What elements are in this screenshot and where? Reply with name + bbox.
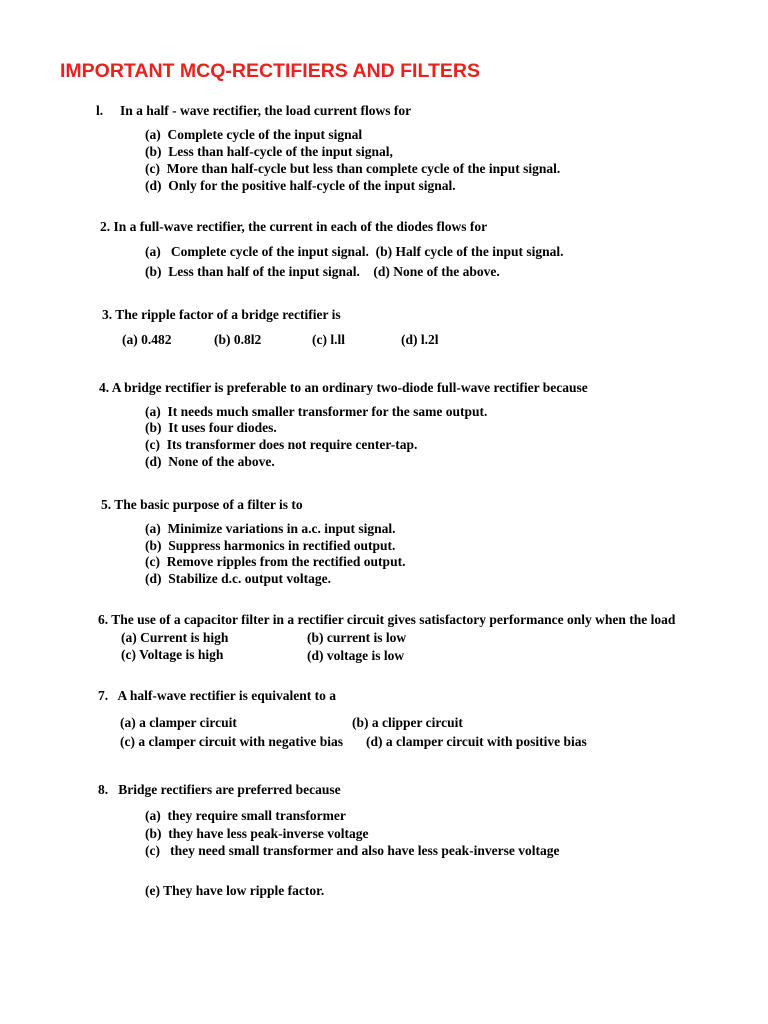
question-8: 8. Bridge rectifiers are preferred because xyxy=(98,782,341,797)
q1-option-a: (a) Complete cycle of the input signal xyxy=(145,127,363,142)
q5-option-d: (d) Stabilize d.c. output voltage. xyxy=(145,571,332,586)
q6-option-d: (d) voltage is low xyxy=(307,648,405,663)
q7-option-b: (b) a clipper circuit xyxy=(352,715,463,730)
q1-option-c: (c) More than half-cycle but less than complete cycle of the input signal. xyxy=(145,161,561,176)
q3-option-b: (b) 0.8l2 xyxy=(214,332,262,347)
q1-option-d: (d) Only for the positive half-cycle of the input signal. xyxy=(145,178,456,193)
q7-option-a: (a) a clamper circuit xyxy=(120,715,237,730)
q4-option-c: (c) Its transformer does not require center-tap. xyxy=(145,437,418,452)
q5-option-c: (c) Remove ripples from the rectified output. xyxy=(145,554,406,569)
q4-option-b: (b) It uses four diodes. xyxy=(145,420,277,435)
q1-option-b: (b) Less than half-cycle of the input signal, xyxy=(145,144,393,159)
q4-option-d: (d) None of the above. xyxy=(145,454,275,469)
q5-option-a: (a) Minimize variations in a.c. input signal. xyxy=(145,521,396,536)
q3-option-a: (a) 0.482 xyxy=(122,332,172,347)
q8-option-a: (a) they require small transformer xyxy=(145,808,346,823)
q2-options-row-1: (a) Complete cycle of the input signal. (b) Half cycle of the input signal. xyxy=(145,244,564,259)
q6-option-c: (c) Voltage is high xyxy=(121,647,224,662)
q6-option-a: (a) Current is high xyxy=(121,630,229,645)
document-title: IMPORTANT MCQ-RECTIFIERS AND FILTERS xyxy=(60,60,480,82)
question-1: l. In a half - wave rectifier, the load current flows for xyxy=(96,103,412,118)
question-5: 5. The basic purpose of a filter is to xyxy=(101,497,303,512)
q8-option-c: (c) they need small transformer and also have less peak-inverse voltage xyxy=(145,843,560,858)
q6-option-b: (b) current is low xyxy=(307,630,407,645)
q3-option-d: (d) l.2l xyxy=(401,332,439,347)
question-4: 4. A bridge rectifier is preferable to an ordinary two-diode full-wave rectifier because xyxy=(99,380,588,395)
question-6: 6. The use of a capacitor filter in a rectifier circuit gives satisfactory performance only when the load xyxy=(98,612,676,627)
q8-option-b: (b) they have less peak-inverse voltage xyxy=(145,826,369,841)
question-2: 2. In a full-wave rectifier, the current in each of the diodes flows for xyxy=(100,219,488,234)
q5-option-b: (b) Suppress harmonics in rectified output. xyxy=(145,538,396,553)
q7-option-d: (d) a clamper circuit with positive bias xyxy=(366,734,587,749)
question-3: 3. The ripple factor of a bridge rectifier is xyxy=(102,307,341,322)
q2-options-row-2: (b) Less than half of the input signal. (d) None of the above. xyxy=(145,264,500,279)
q4-option-a: (a) It needs much smaller transformer for the same output. xyxy=(145,404,488,419)
q3-option-c: (c) l.ll xyxy=(312,332,345,347)
question-7: 7. A half-wave rectifier is equivalent to a xyxy=(98,688,336,703)
q8-option-e: (e) They have low ripple factor. xyxy=(145,883,325,898)
q7-option-c: (c) a clamper circuit with negative bias xyxy=(120,734,343,749)
